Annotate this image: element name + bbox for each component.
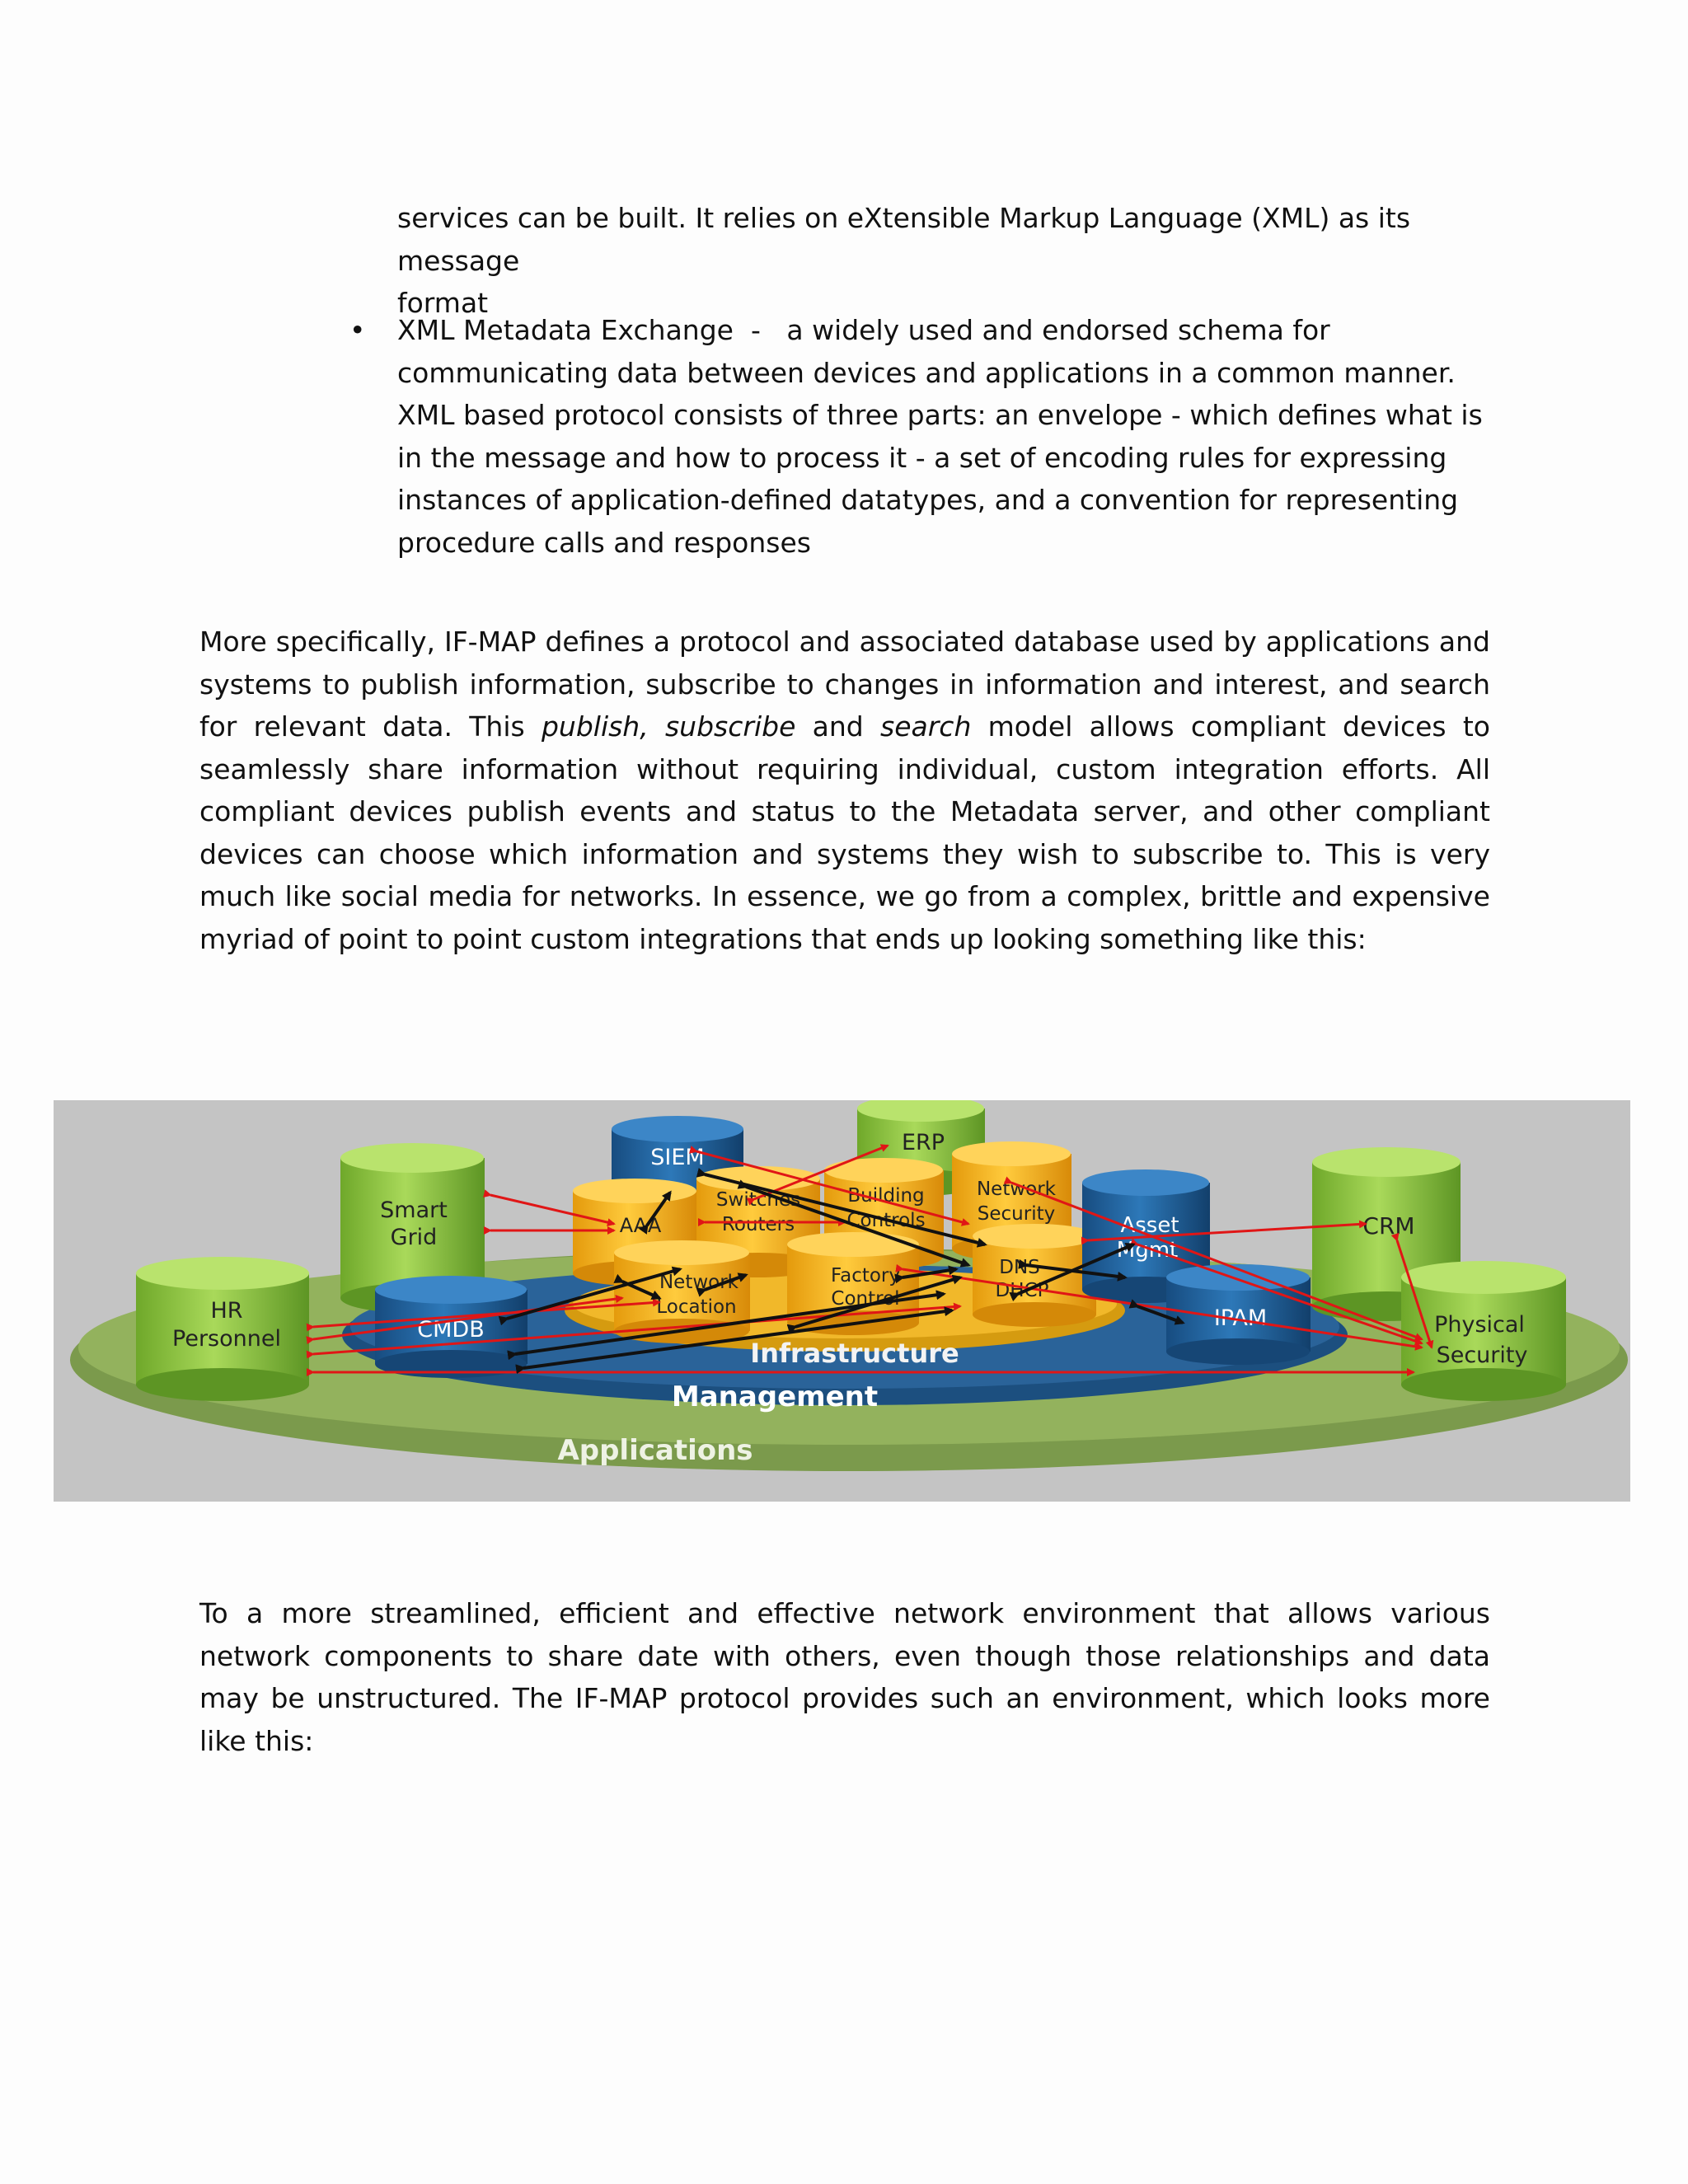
dns-dhcp-cylinder xyxy=(973,1224,1096,1327)
svg-text:Controls: Controls xyxy=(846,1210,926,1231)
svg-text:Physical: Physical xyxy=(1434,1312,1525,1338)
svg-text:Building: Building xyxy=(847,1185,925,1207)
svg-text:CRM: CRM xyxy=(1362,1212,1415,1240)
paragraph-streamlined-environment: To a more streamlined, efficient and effective network environment that allows various network components to share date with others, even though those relationships and data may be unstructured. The IF-MAP protocol provides such an environment, which looks more like this: xyxy=(199,1597,1490,1757)
svg-text:Asset: Asset xyxy=(1120,1213,1179,1238)
svg-text:Location: Location xyxy=(656,1296,737,1318)
svg-text:SIEM: SIEM xyxy=(650,1145,705,1170)
factory-control-cylinder xyxy=(787,1232,919,1335)
para1-text-b: and xyxy=(795,710,881,743)
svg-text:Mgmt: Mgmt xyxy=(1116,1238,1179,1263)
svg-text:Routers: Routers xyxy=(721,1214,795,1235)
svg-text:Control: Control xyxy=(831,1288,900,1310)
svg-text:Grid: Grid xyxy=(390,1225,438,1250)
svg-text:Switches: Switches xyxy=(715,1189,801,1211)
para1-text-a: More specifically, IF-MAP defines a protocol and associated database used by applications and systems to publish information, subscribe to changes in information and interest, and search for relevant data. This xyxy=(199,626,1490,743)
point-to-point-integration-diagram xyxy=(54,1100,1630,1502)
bullet-continuation-line2: format xyxy=(397,287,489,319)
svg-text:Smart: Smart xyxy=(380,1197,448,1223)
svg-text:Network: Network xyxy=(659,1272,739,1293)
bullet-item-text: a widely used and endorsed schema for communicating data between devices and applications in a common manner. XML based protocol consists of three parts: an envelope - which defines what is in the message and how to process it - a set of encoding rules for expressing instances of application-defined datatypes, and a convention for representing procedure calls and responses xyxy=(397,314,1483,559)
management-label: Management xyxy=(671,1380,879,1413)
paragraph-ifmap-description xyxy=(199,621,1490,960)
infrastructure-label: Infrastructure xyxy=(750,1338,959,1369)
svg-text:IPAM: IPAM xyxy=(1213,1305,1268,1331)
para1-italic-publish-subscribe: publish, subscribe xyxy=(541,710,796,743)
svg-text:ERP: ERP xyxy=(901,1130,945,1155)
para1-text-c: model allows compliant devices to seamlessly share information without requiring individual, custom integration efforts. All compliant devices publish events and status to the Metadata server, and other compliant devices can choose which information and systems they wish to subscribe to. This is very much like social media for networks. In essence, we go from a complex, brittle and expensive myriad of point to point custom integrations that ends up looking something like this: xyxy=(199,710,1490,955)
svg-text:AAA: AAA xyxy=(619,1214,662,1237)
svg-text:Security: Security xyxy=(1436,1343,1528,1368)
bullet-item-xml-metadata xyxy=(349,309,1493,564)
bullet-icon: • xyxy=(349,314,366,346)
svg-text:Security: Security xyxy=(977,1203,1056,1225)
svg-text:Personnel: Personnel xyxy=(172,1326,281,1352)
svg-text:DHCP: DHCP xyxy=(995,1280,1049,1301)
bullet-continuation xyxy=(397,197,1493,325)
svg-text:CMDB: CMDB xyxy=(417,1317,485,1343)
bullet-continuation-line1: services can be built. It relies on eXtensible Markup Language (XML) as its message xyxy=(397,202,1411,277)
svg-text:DNS: DNS xyxy=(999,1257,1040,1278)
svg-text:Factory: Factory xyxy=(830,1265,901,1286)
bullet-item-title: XML Metadata Exchange xyxy=(397,314,734,346)
svg-text:HR: HR xyxy=(210,1298,243,1324)
bullet-item-separator: - xyxy=(750,314,761,346)
hr-personnel-cylinder xyxy=(136,1257,309,1401)
applications-label: Applications xyxy=(557,1434,753,1467)
para1-italic-search: search xyxy=(880,710,972,743)
svg-text:Network: Network xyxy=(976,1179,1057,1200)
